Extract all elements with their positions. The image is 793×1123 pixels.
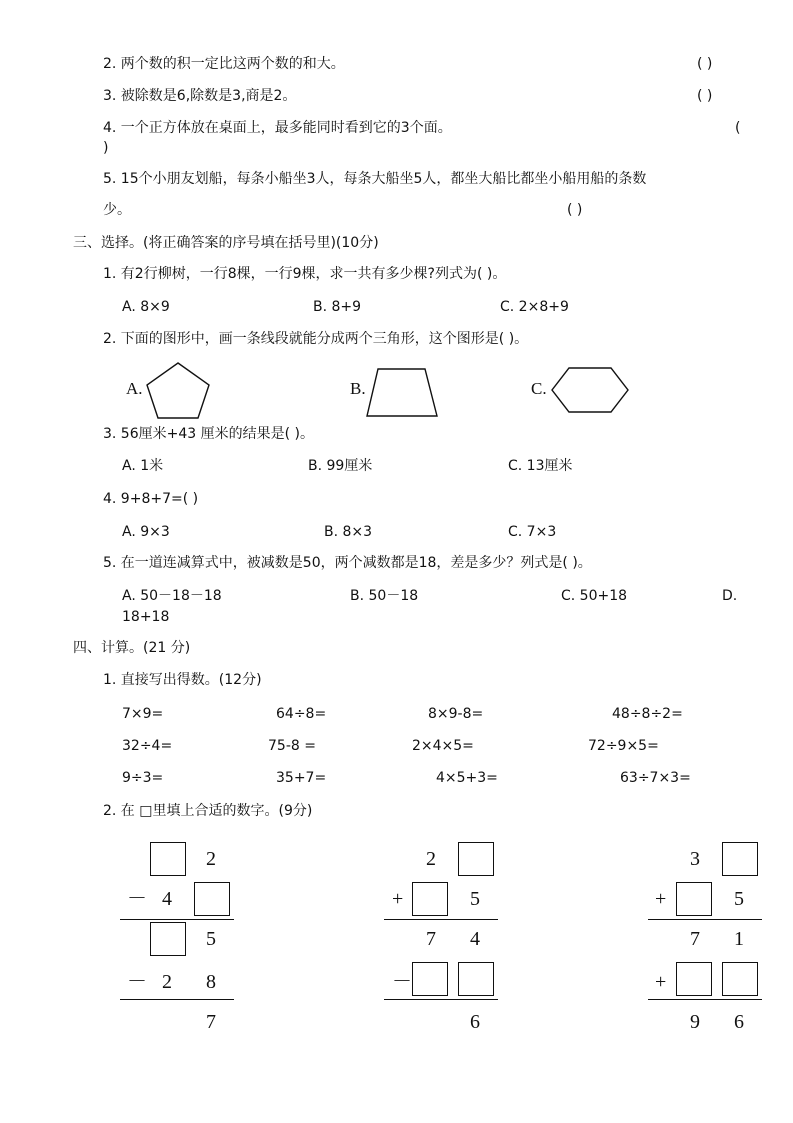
calc-r2-c3[interactable]: 2×4×5= [412, 738, 474, 754]
judge-item-5-cont: 少。 [103, 202, 131, 218]
calc-part2-title: 2. 在 □里填上合适的数字。(9分) [103, 803, 313, 819]
calc-r3-c4[interactable]: 63÷7×3= [620, 770, 691, 786]
puzzle2-box-top[interactable] [458, 842, 494, 876]
choice-q1-option-b[interactable]: B. 8+9 [313, 299, 362, 315]
calc-part1-title: 1. 直接写出得数。(12分) [103, 672, 262, 688]
puzzle2-r1: 7 [426, 928, 436, 950]
calc-r1-c1[interactable]: 7×9= [122, 706, 164, 722]
puzzle3-result1: 9 [690, 1011, 700, 1033]
choice-q5-option-d[interactable]: D. [722, 588, 738, 604]
choice-q3-option-c[interactable]: C. 13厘米 [508, 458, 573, 474]
puzzle2-digit-mid: 5 [470, 888, 480, 910]
puzzle3-op1: + [655, 888, 667, 910]
choice-q2-label-b[interactable]: B. [350, 379, 366, 398]
choice-q3-option-a[interactable]: A. 1米 [122, 458, 164, 474]
pentagon-shape [146, 362, 212, 420]
choice-q1: 1. 有2行柳树，一行8棵，一行9棵，求一共有多少棵?列式为( )。 [103, 266, 507, 282]
puzzle1-result: 7 [206, 1011, 216, 1033]
puzzle2-result: 6 [470, 1011, 480, 1033]
puzzle3-r1: 7 [690, 928, 700, 950]
choice-q1-option-a[interactable]: A. 8×9 [122, 299, 170, 315]
judge-item-4: 4. 一个正方体放在桌面上，最多能同时看到它的3个面。 [103, 120, 452, 136]
puzzle1-box-top[interactable] [150, 842, 186, 876]
choice-q2-label-c[interactable]: C. [531, 379, 547, 398]
puzzle1-line1 [120, 919, 234, 920]
judge-paren-open-4[interactable]: ( [735, 120, 741, 136]
puzzle2-r2: 4 [470, 928, 480, 950]
puzzle2-line2 [384, 999, 498, 1000]
trapezoid-shape [366, 368, 440, 418]
calc-r1-c4[interactable]: 48÷8÷2= [612, 706, 683, 722]
choice-q5-option-a[interactable]: A. 50－18－18 [122, 588, 222, 604]
puzzle2-op2: － [392, 971, 412, 993]
choice-q2: 2. 下面的图形中，画一条线段就能分成两个三角形，这个图形是( )。 [103, 331, 529, 347]
puzzle1-line2 [120, 999, 234, 1000]
choice-q5: 5. 在一道连减算式中，被减数是50，两个减数都是18，差是多少？列式是( )。 [103, 555, 592, 571]
puzzle3-line2 [648, 999, 762, 1000]
puzzle2-box-mid[interactable] [412, 882, 448, 916]
choice-q4: 4. 9+8+7=( ) [103, 491, 199, 507]
puzzle2-line1 [384, 919, 498, 920]
puzzle3-box-r3b[interactable] [722, 962, 758, 996]
puzzle3-line1 [648, 919, 762, 920]
choice-q4-option-b[interactable]: B. 8×3 [324, 524, 373, 540]
calc-r1-c2[interactable]: 64÷8= [276, 706, 327, 722]
puzzle3-box-r3a[interactable] [676, 962, 712, 996]
puzzle3-box-top[interactable] [722, 842, 758, 876]
puzzle3-box-mid[interactable] [676, 882, 712, 916]
puzzle1-digit-2: 2 [162, 971, 172, 993]
judge-paren-3[interactable]: ( ) [697, 88, 713, 104]
hexagon-shape [551, 367, 631, 415]
judge-item-5: 5. 15个小朋友划船，每条小船坐3人，每条大船坐5人，都坐大船比都坐小船用船的条数 [103, 171, 647, 187]
puzzle1-op1: － [127, 888, 147, 910]
calc-r3-c2[interactable]: 35+7= [276, 770, 327, 786]
puzzle1-box-r2[interactable] [150, 922, 186, 956]
puzzle2-box-r3a[interactable] [412, 962, 448, 996]
puzzle2-box-r3b[interactable] [458, 962, 494, 996]
puzzle1-digit-r2: 5 [206, 928, 216, 950]
choice-q2-label-a[interactable]: A. [126, 379, 143, 398]
calc-r2-c2[interactable]: 75-8 = [268, 738, 316, 754]
judge-paren-2[interactable]: ( ) [697, 56, 713, 72]
calc-r2-c1[interactable]: 32÷4= [122, 738, 173, 754]
choice-q3: 3. 56厘米+43 厘米的结果是( )。 [103, 426, 314, 442]
puzzle3-result2: 6 [734, 1011, 744, 1033]
puzzle3-digit-mid: 5 [734, 888, 744, 910]
choice-q1-option-c[interactable]: C. 2×8+9 [500, 299, 569, 315]
calc-r3-c1[interactable]: 9÷3= [122, 770, 164, 786]
section-calc-title: 四、计算。(21 分) [73, 640, 191, 656]
puzzle2-digit-top: 2 [426, 848, 436, 870]
choice-q3-option-b[interactable]: B. 99厘米 [308, 458, 373, 474]
puzzle3-r2: 1 [734, 928, 744, 950]
choice-q5-option-b[interactable]: B. 50－18 [350, 588, 419, 604]
calc-r1-c3[interactable]: 8×9-8= [428, 706, 484, 722]
puzzle1-digit-mid: 4 [162, 888, 172, 910]
puzzle3-digit-top: 3 [690, 848, 700, 870]
puzzle2-op1: + [392, 888, 404, 910]
puzzle1-digit-8: 8 [206, 971, 216, 993]
puzzle1-op2: － [127, 971, 147, 993]
choice-q4-option-a[interactable]: A. 9×3 [122, 524, 170, 540]
judge-item-3: 3. 被除数是6,除数是3,商是2。 [103, 88, 297, 104]
section-choice-title: 三、选择。(将正确答案的序号填在括号里)(10分) [73, 235, 379, 251]
choice-q5-option-c[interactable]: C. 50+18 [561, 588, 628, 604]
choice-q5-option-d-value: 18+18 [122, 609, 170, 625]
calc-r2-c4[interactable]: 72÷9×5= [588, 738, 659, 754]
puzzle3-op2: + [655, 971, 667, 993]
calc-r3-c3[interactable]: 4×5+3= [436, 770, 498, 786]
judge-item-2: 2. 两个数的积一定比这两个数的和大。 [103, 56, 345, 72]
puzzle1-digit-top: 2 [206, 848, 216, 870]
judge-paren-close-4: ) [103, 140, 109, 156]
judge-paren-5[interactable]: ( ) [567, 202, 583, 218]
choice-q4-option-c[interactable]: C. 7×3 [508, 524, 557, 540]
puzzle1-box-mid[interactable] [194, 882, 230, 916]
